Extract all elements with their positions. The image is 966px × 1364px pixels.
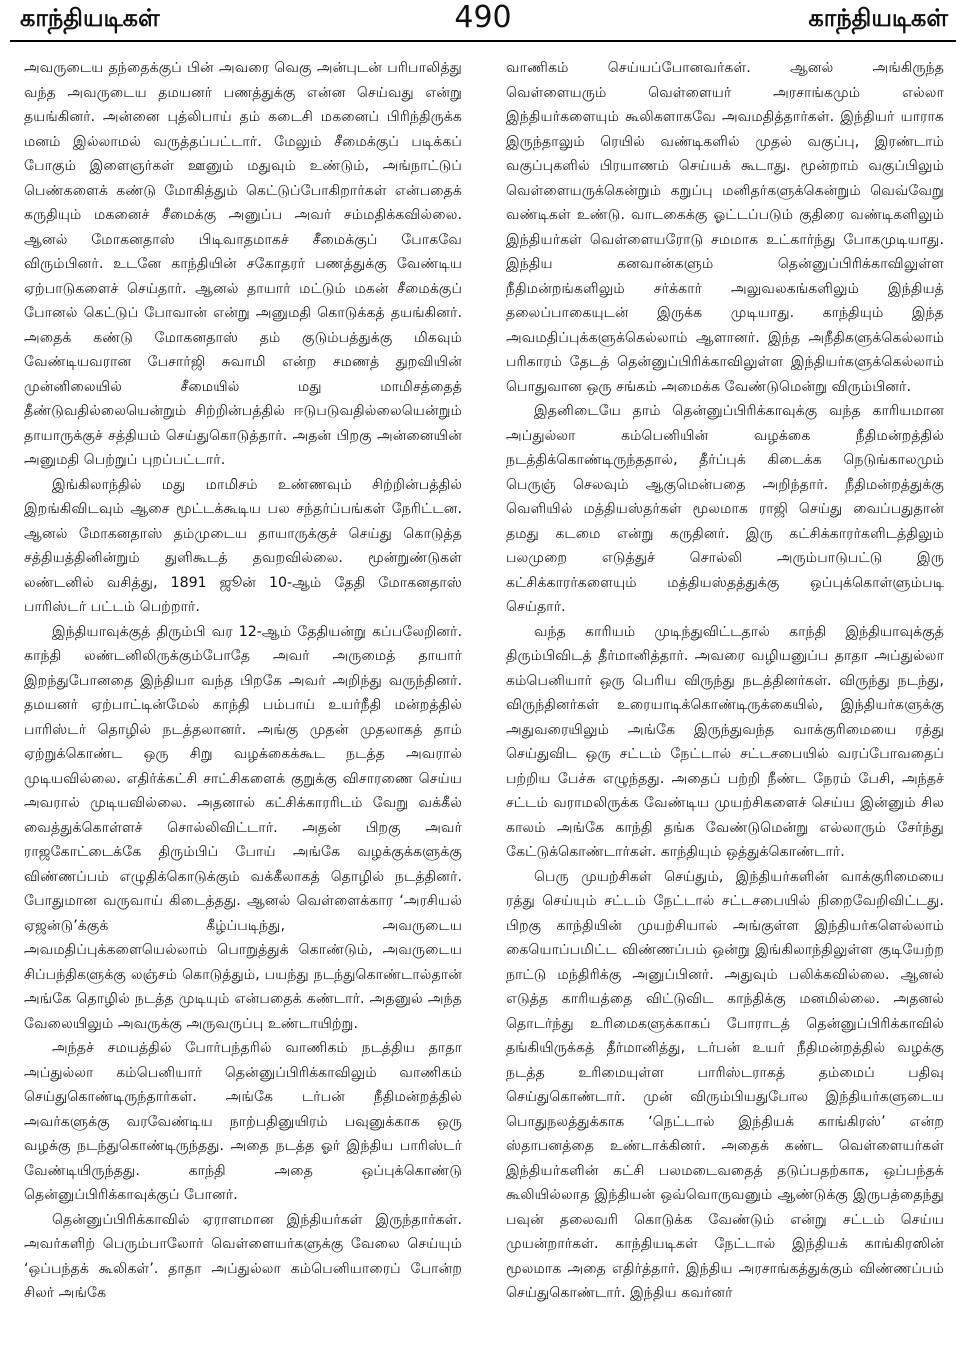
paragraph: தென்னுப்பிரிக்காவில் ஏராளமான இந்தியர்கள் இருந்தார்கள். அவர்களிற் பெரும்பாலோர் வெள்ளையர்களுக்கு வேலை செய்யும் ‘ஒப்பந்தக் கூலிகள்’. தாதா அப்துல்லா கம்பெனியாரைப் போன்ற சிலர் அங்கே — [24, 1211, 462, 1301]
running-title-left: காந்தியடிகள் — [20, 4, 160, 32]
paragraph: இங்கிலாந்தில் மது மாமிசம் உண்ணவும் சிற்றின்பத்தில் இறங்கிவிடவும் ஆசை மூட்டக்கூடிய பல சந்தர்ப்பங்கள் நேரிட்டன. ஆனல் மோகனதாஸ் தம்முடைய தாயாருக்குச் செய்து கொடுத்த சத்தியத்தினின்றும் துளிகூடத் தவறவில்லை. மூன்றுண்டுகள் லண்டனில் வசித்து, 1891 ஜூன் 10-ஆம் தேதி மோகனதாஸ் பாரிஸ்டர் பட்டம் பெற்றார். — [24, 476, 462, 615]
page-header — [0, 0, 966, 44]
paragraph: பெரு முயற்சிகள் செய்தும், இந்தியர்களின் வாக்குரிமையை ரத்து செய்யும் சட்டம் நேட்டால் சட்டசபையில் நிறைவேறிவிட்டது. பிறகு காந்தியின் முயற்சியால் அங்குள்ள இந்தியர்களெல்லாம் கையொப்பமிட்ட விண்ணப்பம் ஒன்று இங்கிலாந்திலுள்ள குடியேற்ற நாட்டு மந்திரிக்கு அனுப்பினர். அதுவும் பலிக்கவில்லை. ஆனல் எடுத்த காரியத்தை விட்டுவிட காந்திக்கு மனமில்லை. அதனல் தொடர்ந்து உரிமைகளுக்காகப் போராடத் தென்னுப்பிரிக்காவில் தங்கியிருக்கத் தீர்மானித்து, டர்பன் உயர் நீதிமன்றத்தில் வழக்கு நடத்த உரிமையுள்ள பாரிஸ்டராகத் தம்மைப் பதிவு செய்துகொண்டார். முன் விரும்பியதுபோல இந்தியர்களுடைய பொதுநலத்துக்காக ‘நெட்டால் இந்தியக் காங்கிரஸ்’ என்ற ஸ்தாபனத்தை உண்டாக்கினர். அதைக் கண்ட வெள்ளையர்கள் இந்தியர்களின் கட்சி பலமடைவதைத் தடுப்பதற்காக, ஒப்பந்தக் கூலியில்லாத இந்தியன் ஒவ்வொருவனும் ஆண்டுக்கு இருபத்தைந்து பவுன் தலைவரி கொடுக்க வேண்டும் என்று சட்டம் செய்ய முயன்றார்கள். காந்தியடிகள் நேட்டால் இந்தியக் காங்கிரஸின் மூலமாக அதை எதிர்த்தார். இந்திய அரசாங்கத்துக்கும் விண்ணப்பம் செய்துகொண்டார். இந்திய கவர்னர் — [506, 868, 944, 1301]
paragraph: வாணிகம் செய்யப்போனவர்கள். ஆனல் அங்கிருந்த வெள்ளையரும் வெள்ளையர் அரசாங்கமும் எல்லா இந்தியர்களையும் கூலிகளாகவே அவமதித்தார்கள். இந்தியர் யாராக இருந்தாலும் ரெயில் வண்டிகளில் முதல் வகுப்பு, இரண்டாம் வகுப்புகளில் பிரயாணம் செய்யக் கூடாது. மூன்றாம் வகுப்பிலும் வெள்ளையருக்கென்றும் கறுப்பு மனிதர்களுக்கென்றும் வெவ்வேறு வண்டிகள் உண்டு. வாடகைக்கு ஓட்டப்படும் குதிரை வண்டிகளிலும் இந்தியர்கள் வெள்ளையரோடு சமமாக உட்கார்ந்து போகமுடியாது. இந்திய கனவான்களும் தென்னுப்பிரிக்காவிலுள்ள நீதிமன்றங்களிலும் சர்க்கார் அலுவலகங்களிலும் இந்தியத் தலைப்பாகையுடன் இருக்க முடியாது. காந்தியும் இந்த அவமதிப்புக்களுக்கெல்லாம் ஆளானர். இந்த அநீதிகளுக்கெல்லாம் பரிகாரம் தேடத் தென்னுப்பிரிக்காவிலுள்ள இந்தியர்களுக்கெல்லாம் பொதுவான ஒரு சங்கம் அமைக்க வேண்டுமென்று விரும்பினர். — [506, 60, 944, 395]
paragraph: அவருடைய தந்தைக்குப் பின் அவரை வெகு அன்புடன் பரிபாலித்து வந்த அவருடைய தமயனர் பணத்துக்கு என்ன செய்வது என்று தயங்கினர். அன்னை புத்லிபாய் தம் கடைசி மகனைப் பிரிந்திருக்க மனம் இல்லாமல் வருத்தப்பட்டார். மேலும் சீமைக்குப் படிக்கப் போகும் இளைஞர்கள் ஊனும் மதுவும் உண்டும், அங்நாட்டுப் பெண்களைக் கண்டு மோகித்தும் கெட்டுப்போகிறார்கள் என்பதைக் கருதியும் மகனைச் சீமைக்கு அனுப்ப அவர் சம்மதிக்கவில்லை. ஆனல் மோகனதாஸ் பிடிவாதமாகச் சீமைக்குப் போகவே விரும்பினர். உடனே காந்தியின் சகோதரர் பணத்துக்கு வேண்டிய ஏற்பாடுகளைச் செய்தார். ஆனல் தாயார் மட்டும் மகன் சீமைக்குப் போனல் கெட்டுப் போவான் என்று அனுமதி கொடுக்கத் தயங்கினர். அதைக் கண்டு மோகனதாஸ் தம் குடும்பத்துக்கு மிகவும் வேண்டியவரான பேசார்ஜி சுவாமி என்ற சமணத் துறவியின் முன்னிலையில் சீமையில் மது மாமிசத்தைத் தீண்டுவதில்லையென்றும் சிற்றின்பத்தில் ஈடுபடுவதில்லையென்றும் தாயாருக்குச் சத்தியம் செய்துகொடுத்தார். அதன் பிறகு அன்னையின் அனுமதி பெற்றுப் புறப்பட்டார். — [24, 60, 462, 468]
page-number: 490 — [454, 0, 512, 35]
right-column — [506, 56, 944, 1351]
running-title-right: காந்தியடிகள் — [808, 4, 948, 32]
paragraph: இதனிடையே தாம் தென்னுப்பிரிக்காவுக்கு வந்த காரியமான அப்துல்லா கம்பெனியின் வழக்கை நீதிமன்றத்தில் நடத்திக்கொண்டிருந்ததால், தீர்ப்புக் கிடைக்க நெடுங்காலமும் பெருஞ் செலவும் ஆகுமென்பதை அறிந்தார். நீதிமன்றத்துக்கு வெளியில் மத்தியஸ்தர்கள் மூலமாக ராஜி செய்து வைப்பதுதான் தமது கடமை என்று கருதினர். இரு கட்சிக்காரர்களிடத்திலும் பலமுறை எடுத்துச் சொல்லி அரும்பாடுபட்டு இரு கட்சிக்காரர்களையும் மத்தியஸ்தத்துக்கு ஒப்புக்கொள்ளும்படி செய்தார். — [506, 403, 944, 615]
paragraph: வந்த காரியம் முடிந்துவிட்டதால் காந்தி இந்தியாவுக்குத் திரும்பிவிடத் தீர்மானித்தார். அவரை வழியனுப்ப தாதா அப்துல்லா கம்பெனியார் ஒரு பெரிய விருந்து நடத்தினர்கள். விருந்து நடந்து, விருந்தினர்கள் உரையாடிக்கொண்டிருக்கையில், இந்தியர்களுக்கு அதுவரையிலும் அங்கே இருந்துவந்த வாக்குரிமையை ரத்து செய்துவிட ஒரு சட்டம் நேட்டால் சட்டசபையில் வரப்போவதைப் பற்றிய பேச்சு எழுந்தது. அதைப் பற்றி நீண்ட நேரம் பேசி, அந்தச் சட்டம் வராமலிருக்க வேண்டிய முயற்சிகளைச் செய்ய இன்னும் சில காலம் அங்கே காந்தி தங்க வேண்டுமென்று எல்லாரும் சேர்ந்து கேட்டுக்கொண்டார்கள். காந்தியும் ஒத்துக்கொண்டார். — [506, 623, 944, 860]
left-column — [24, 56, 462, 1351]
header-rule — [10, 40, 956, 42]
paragraph: அந்தச் சமயத்தில் போர்பந்தரில் வாணிகம் நடத்திய தாதா அப்துல்லா கம்பெனியார் தென்னுப்பிரிக்காவிலும் வாணிகம் செய்துகொண்டிருந்தார்கள். அங்கே டர்பன் நீதிமன்றத்தில் அவர்களுக்கு வரவேண்டிய நாற்பதினுயிரம் பவுனுக்காக ஒரு வழக்கு நடந்துகொண்டிருந்தது. அதை நடத்த ஓர் இந்திய பாரிஸ்டர் வேண்டியிருந்தது. காந்தி அதை ஒப்புக்கொண்டு தென்னுப்பிரிக்காவுக்குப் போனர். — [24, 1040, 462, 1203]
paragraph: இந்தியாவுக்குத் திரும்பி வர 12-ஆம் தேதியன்று கப்பலேறினர். காந்தி லண்டனிலிருக்கும்போதே அவர் அருமைத் தாயார் இறந்துபோனதை இந்தியா வந்த பிறகே அவர் அறிந்து வருந்தினர். தமயனர் ஏற்பாட்டின்மேல் காந்தி பம்பாய் உயர்நீதி மன்றத்தில் பாரிஸ்டர் தொழில் நடத்தலானர். அங்கு முதன் முதலாகத் தாம் ஏற்றுக்கொண்ட ஒரு சிறு வழக்கைக்கூட நடத்த அவரால் முடியவில்லை. எதிர்க்கட்சி சாட்சிகளைக் குறுக்கு விசாரணை செய்ய அவரால் முடியவில்லை. அதனால் கட்சிக்காரரிடம் வேறு வக்கீல் வைத்துக்கொள்ளச் சொல்லிவிட்டார். அதன் பிறகு அவர் ராஜகோட்டைக்கே திரும்பிப் போய் அங்கே வழக்குக்களுக்கு விண்ணப்பம் எழுதிக்கொடுக்கும் வக்கீலாகத் தொழில் நடத்தினர். போதுமான வருவாய் கிடைத்தது. ஆனல் வெள்ளைக்கார ‘அரசியல் ஏஜன்டு’க்குக் கீழ்ப்படிந்து, அவருடைய அவமதிப்புக்களையெல்லாம் பொறுத்துக் கொண்டும், அவருடைய சிப்பந்திகளுக்கு லஞ்சம் கொடுத்தும், பயந்து நடந்துகொண்டால்தான் அங்கே தொழில் நடத்த முடியும் என்பதைக் கண்டார். அதனுல் அந்த வேலையிலும் அவருக்கு அருவருப்பு உண்டாயிற்று. — [24, 623, 462, 1032]
